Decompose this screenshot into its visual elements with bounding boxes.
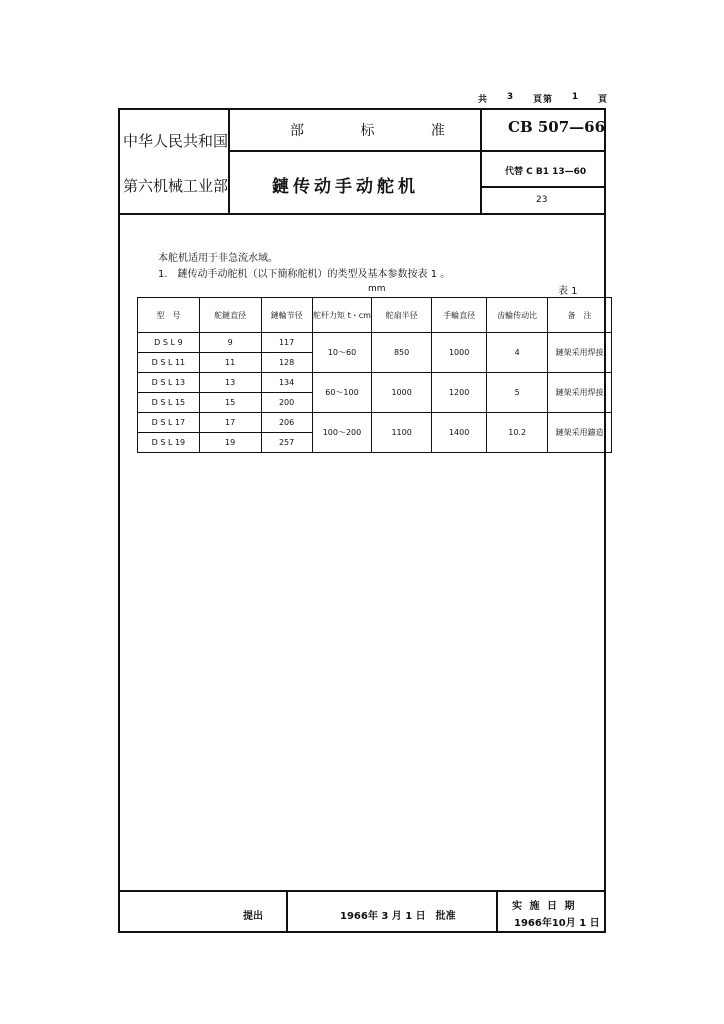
standard-type: 部 标 准 [290, 123, 471, 139]
table-row [138, 413, 612, 433]
ratio-cell: 4 [487, 333, 548, 373]
org-line2: 第六机械工业部 [123, 177, 229, 195]
page-label: 頁第 [532, 95, 553, 105]
page-number-current: 1 [571, 92, 580, 102]
pitch-cell: 134 [261, 373, 312, 393]
document-title: 鏈传动手动舵机 [272, 177, 419, 197]
footer-divider-right [496, 890, 498, 933]
model-cell: D S L 9 [138, 333, 200, 353]
parameter-table [137, 297, 612, 453]
col-gear-ratio: 齿輪传动比 [487, 298, 548, 333]
total-label: 共 [478, 95, 489, 105]
header-mid-line [228, 150, 480, 152]
footer-divider-left [286, 890, 288, 933]
ratio-cell: 10.2 [487, 413, 548, 453]
pitch-cell: 128 [261, 353, 312, 373]
wheel-cell: 1400 [431, 413, 486, 453]
standard-code: CB 507—66 [508, 118, 606, 136]
moment-cell: 10～60 [312, 333, 372, 373]
col-model: 型 号 [138, 298, 200, 333]
replace-line [480, 186, 606, 188]
header-divider-left [228, 110, 230, 214]
chain-cell: 11 [199, 353, 261, 373]
moment-cell: 100～200 [312, 413, 372, 453]
model-cell: D S L 15 [138, 393, 200, 413]
document-frame [118, 108, 606, 933]
footer-top-line [120, 890, 606, 892]
header-divider-right [480, 110, 482, 214]
page-info [478, 92, 608, 105]
proposed-label: 提出 [243, 911, 263, 922]
code-line [480, 150, 606, 152]
model-cell: D S L 19 [138, 433, 200, 453]
total-pages: 3 [506, 92, 515, 102]
unit-mark: mm [368, 284, 386, 294]
page-number: 23 [536, 195, 548, 205]
chain-cell: 9 [199, 333, 261, 353]
org-line1: 中华人民共和国 [123, 132, 229, 150]
wheel-cell: 1200 [431, 373, 486, 413]
col-remarks: 备 注 [548, 298, 612, 333]
chain-cell: 15 [199, 393, 261, 413]
radius-cell: 850 [372, 333, 432, 373]
effective-date: 1966年10月 1 日 [514, 918, 600, 929]
col-chain-diameter: 舵鏈直径 [199, 298, 261, 333]
pitch-cell: 117 [261, 333, 312, 353]
col-rudder-moment: 舵杆力矩 t・cm [312, 298, 372, 333]
approval-date: 1966年 3 月 1 日 批准 [340, 911, 456, 922]
table-row [138, 373, 612, 393]
model-cell: D S L 11 [138, 353, 200, 373]
radius-cell: 1100 [372, 413, 432, 453]
chain-cell: 17 [199, 413, 261, 433]
col-sprocket-pitch: 鏈輪节径 [261, 298, 312, 333]
replaces-code: 代替 C B1 13—60 [505, 167, 587, 177]
page-suffix: 頁 [597, 95, 608, 105]
note-cell: 鏈架采用焊接 [548, 333, 612, 373]
pitch-cell: 206 [261, 413, 312, 433]
moment-cell: 60～100 [312, 373, 372, 413]
chain-cell: 19 [199, 433, 261, 453]
col-quadrant-radius: 舵扇半径 [372, 298, 432, 333]
model-cell: D S L 13 [138, 373, 200, 393]
chain-cell: 13 [199, 373, 261, 393]
note-cell: 鏈架采用焊接 [548, 373, 612, 413]
item1-text: 1. 鏈传动手动舵机（以下簡称舵机）的类型及基本参数按表 1 。 [158, 269, 451, 280]
table-header-row [138, 298, 612, 333]
ratio-cell: 5 [487, 373, 548, 413]
radius-cell: 1000 [372, 373, 432, 413]
wheel-cell: 1000 [431, 333, 486, 373]
effective-label: 实 施 日 期 [512, 901, 577, 912]
scope-text: 本舵机适用于非急流水域。 [158, 253, 278, 264]
header-bottom-line [120, 213, 606, 215]
table-row [138, 333, 612, 353]
table-label: 表 1 [558, 286, 578, 297]
model-cell: D S L 17 [138, 413, 200, 433]
col-wheel-diameter: 手輪直径 [431, 298, 486, 333]
note-cell: 鏈架采用鑄造 [548, 413, 612, 453]
pitch-cell: 257 [261, 433, 312, 453]
pitch-cell: 200 [261, 393, 312, 413]
